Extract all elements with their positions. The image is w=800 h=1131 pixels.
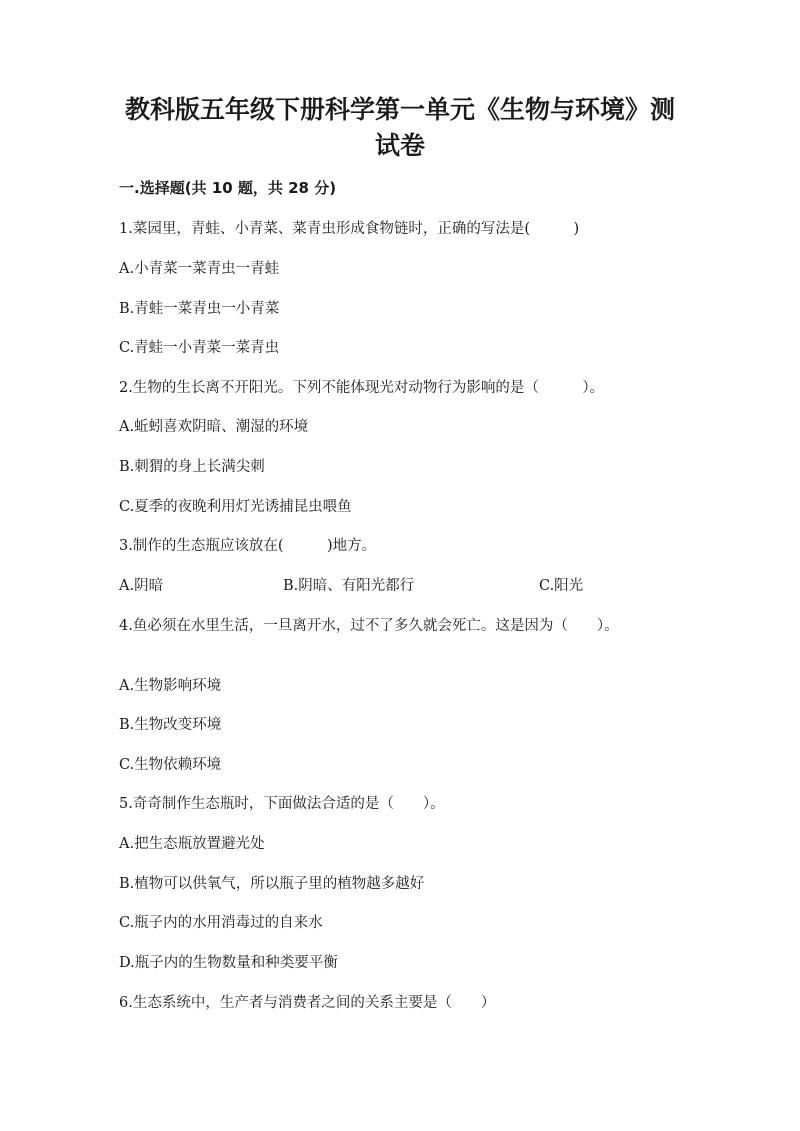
question-5-option-b: B.植物可以供氧气，所以瓶子里的植物越多越好	[119, 876, 425, 892]
question-6-stem: 6.生态系统中，生产者与消费者之间的关系主要是（ ）	[119, 995, 496, 1011]
question-3-option-a: A.阴暗	[119, 578, 164, 594]
question-1-option-a: A.小青菜一菜青虫一青蛙	[119, 261, 280, 277]
question-5-option-c: C.瓶子内的水用消毒过的自来水	[119, 915, 323, 931]
question-3-option-b: B.阴暗、有阳光都行	[283, 578, 415, 594]
question-5-option-d: D.瓶子内的生物数量和种类要平衡	[119, 955, 338, 971]
question-2-option-a: A.蚯蚓喜欢阴暗、潮湿的环境	[119, 419, 309, 435]
question-4-option-b: B.生物改变环境	[119, 717, 222, 733]
question-3-stem: 3.制作的生态瓶应该放在( )地方。	[119, 538, 377, 554]
page-title	[100, 92, 700, 164]
question-4-option-c: C.生物依赖环境	[119, 757, 222, 773]
question-5-option-a: A.把生态瓶放置避光处	[119, 836, 265, 852]
question-1-stem: 1.菜园里，青蛙、小青菜、菜青虫形成食物链时，正确的写法是( )	[119, 221, 580, 237]
question-4-stem: 4.鱼必须在水里生活，一旦离开水，过不了多久就会死亡。这是因为（ ）。	[119, 618, 619, 634]
question-2-stem: 2.生物的生长离不开阳光。下列不能体现光对动物行为影响的是（ ）。	[119, 380, 605, 396]
question-2-option-b: B.刺猬的身上长满尖刺	[119, 459, 265, 475]
title-line-1: 教科版五年级下册科学第一单元《生物与环境》测	[124, 95, 675, 124]
question-3-option-c: C.阳光	[539, 578, 584, 594]
title-line-2: 试卷	[374, 131, 425, 160]
question-2-option-c: C.夏季的夜晚利用灯光诱捕昆虫喂鱼	[119, 499, 352, 515]
question-1-option-c: C.青蛙一小青菜一菜青虫	[119, 340, 280, 356]
question-5-stem: 5.奇奇制作生态瓶时，下面做法合适的是（ ）。	[119, 796, 445, 812]
question-1-option-b: B.青蛙一菜青虫一小青菜	[119, 301, 280, 317]
question-4-option-a: A.生物影响环境	[119, 678, 222, 694]
section-heading: 一.选择题(共 10 题，共 28 分)	[119, 179, 337, 197]
